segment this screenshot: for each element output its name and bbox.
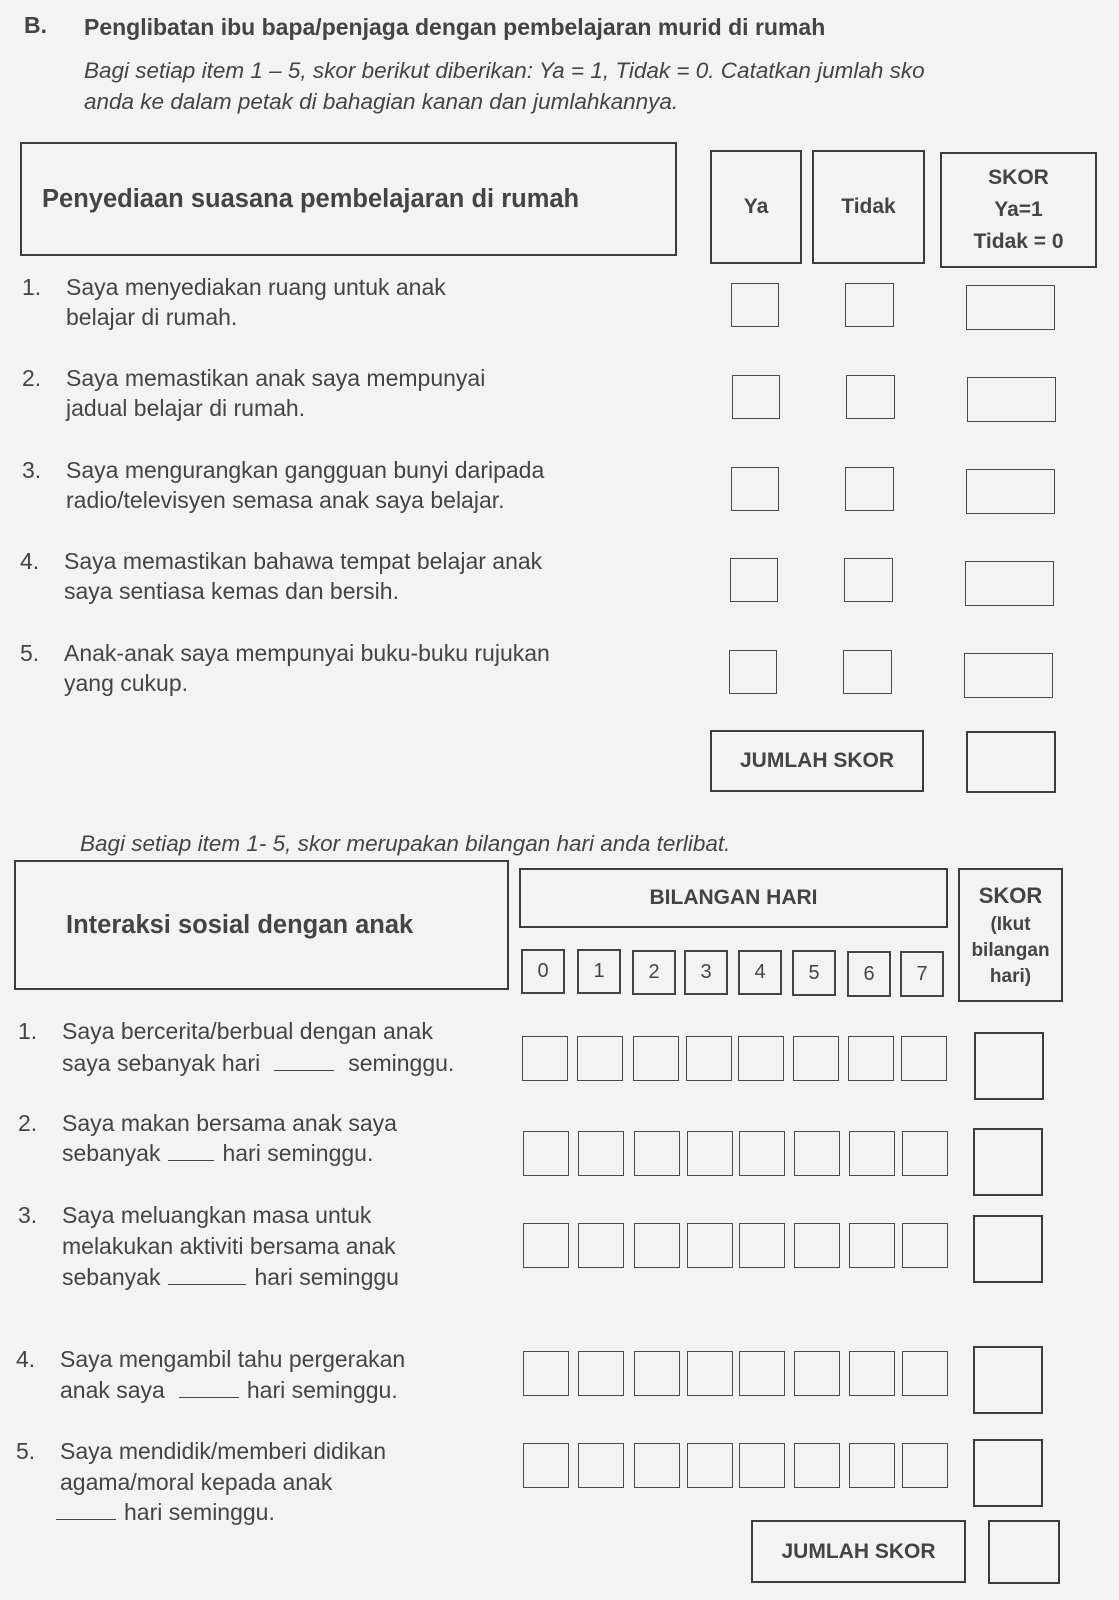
item-1-day-3-checkbox[interactable] bbox=[686, 1036, 732, 1081]
item-2-day-5-checkbox[interactable] bbox=[794, 1131, 840, 1176]
item-1-day-6-checkbox[interactable] bbox=[848, 1036, 894, 1081]
part1-item-1 bbox=[22, 272, 682, 336]
item-text: saya sebanyak hari bbox=[62, 1050, 261, 1076]
item-text: Saya mengurangkan gangguan bunyi daripada bbox=[66, 457, 545, 483]
day-label-2: 2 bbox=[632, 950, 676, 995]
item-text: Saya meluangkan masa untuk bbox=[62, 1202, 372, 1228]
item-number: 5. bbox=[20, 640, 40, 666]
item-3-day-3-checkbox[interactable] bbox=[687, 1223, 733, 1268]
item-text: seminggu. bbox=[348, 1050, 455, 1076]
item-1-tidak-checkbox[interactable] bbox=[845, 283, 894, 327]
section-title: Penglibatan ibu bapa/penjaga dengan pembelajaran murid di rumah bbox=[84, 14, 826, 40]
item-2-day-1-checkbox[interactable] bbox=[578, 1131, 624, 1176]
item-4-day-5-checkbox[interactable] bbox=[794, 1351, 840, 1396]
item-5-day-0-checkbox[interactable] bbox=[523, 1443, 569, 1488]
item-1-skor-field[interactable] bbox=[966, 285, 1055, 330]
part2-item-3-skor-field[interactable] bbox=[973, 1215, 1043, 1283]
item-3-tidak-checkbox[interactable] bbox=[845, 467, 894, 511]
item-1-day-0-checkbox[interactable] bbox=[522, 1036, 568, 1081]
section-instruction-line2: anda ke dalam petak di bahagian kanan dan jumlahkannya. bbox=[84, 89, 679, 114]
part1-total-field[interactable] bbox=[966, 731, 1056, 793]
col-tidak-header bbox=[812, 150, 925, 264]
col-ya-header bbox=[710, 150, 802, 264]
item-1-day-2-checkbox[interactable] bbox=[633, 1036, 679, 1081]
item-5-day-3-checkbox[interactable] bbox=[687, 1443, 733, 1488]
item-3-day-6-checkbox[interactable] bbox=[849, 1223, 895, 1268]
day-label-0: 0 bbox=[521, 949, 565, 994]
item-number: 2. bbox=[18, 1110, 38, 1136]
part2-skor-note-3: hari) bbox=[989, 966, 1032, 987]
col-skor-label: SKOR bbox=[988, 166, 1049, 189]
item-2-day-4-checkbox[interactable] bbox=[739, 1131, 785, 1176]
col-skor-ya-rule: Ya=1 bbox=[994, 198, 1043, 221]
answer-blank bbox=[179, 1375, 239, 1398]
item-text: radio/televisyen semasa anak saya belajar. bbox=[66, 487, 505, 513]
part1-total-label-box bbox=[710, 730, 924, 792]
part1-total-label: JUMLAH SKOR bbox=[739, 749, 894, 772]
item-2-day-0-checkbox[interactable] bbox=[523, 1131, 569, 1176]
item-number: 1. bbox=[22, 274, 42, 300]
item-3-day-0-checkbox[interactable] bbox=[523, 1223, 569, 1268]
part2-skor-note-2: bilangan bbox=[971, 940, 1050, 961]
item-text: hari seminggu bbox=[254, 1264, 399, 1290]
item-2-skor-field[interactable] bbox=[967, 377, 1056, 422]
item-4-day-3-checkbox[interactable] bbox=[687, 1351, 733, 1396]
item-text: Saya makan bersama anak saya bbox=[62, 1110, 397, 1136]
item-1-day-7-checkbox[interactable] bbox=[901, 1036, 947, 1081]
item-text: yang cukup. bbox=[64, 670, 189, 696]
item-1-ya-checkbox[interactable] bbox=[731, 283, 779, 327]
item-text: jadual belajar di rumah. bbox=[66, 395, 306, 421]
part2-item-2-skor-field[interactable] bbox=[973, 1128, 1043, 1196]
item-3-day-5-checkbox[interactable] bbox=[794, 1223, 840, 1268]
part2-item-2 bbox=[18, 1108, 518, 1172]
item-4-day-7-checkbox[interactable] bbox=[902, 1351, 948, 1396]
part2-skor-label: SKOR bbox=[978, 883, 1043, 908]
item-2-day-7-checkbox[interactable] bbox=[902, 1131, 948, 1176]
section-instruction-line1: Bagi setiap item 1 – 5, skor berikut diberikan: Ya = 1, Tidak = 0. Catatkan jumlah sko bbox=[84, 58, 925, 83]
days-header: BILANGAN HARI bbox=[649, 886, 818, 909]
part1-item-2 bbox=[22, 363, 682, 427]
item-text: sebanyak bbox=[62, 1264, 161, 1290]
item-2-day-3-checkbox[interactable] bbox=[687, 1131, 733, 1176]
part2-total-field[interactable] bbox=[988, 1520, 1060, 1584]
answer-blank bbox=[56, 1497, 116, 1520]
item-3-day-7-checkbox[interactable] bbox=[902, 1223, 948, 1268]
item-number: 5. bbox=[16, 1438, 36, 1464]
item-5-day-4-checkbox[interactable] bbox=[739, 1443, 785, 1488]
col-skor-header bbox=[940, 152, 1097, 268]
item-5-day-2-checkbox[interactable] bbox=[634, 1443, 680, 1488]
item-text: agama/moral kepada anak bbox=[60, 1469, 333, 1495]
item-number: 2. bbox=[22, 365, 42, 391]
part2-skor-note-1: (Ikut bbox=[990, 914, 1031, 935]
item-text: Saya menyediakan ruang untuk anak bbox=[66, 274, 446, 300]
item-2-ya-checkbox[interactable] bbox=[732, 375, 780, 419]
item-number: 3. bbox=[22, 457, 42, 483]
answer-blank bbox=[274, 1048, 334, 1071]
day-label-7: 7 bbox=[900, 951, 944, 997]
item-text: Saya mendidik/memberi didikan bbox=[60, 1438, 386, 1464]
part1-heading: Penyediaan suasana pembelajaran di rumah bbox=[42, 184, 580, 213]
day-label-5: 5 bbox=[792, 950, 836, 996]
item-3-day-2-checkbox[interactable] bbox=[634, 1223, 680, 1268]
answer-blank bbox=[168, 1138, 214, 1161]
item-4-ya-checkbox[interactable] bbox=[730, 558, 778, 602]
item-text: Anak-anak saya mempunyai buku-buku rujukan bbox=[64, 640, 550, 666]
day-label-6: 6 bbox=[847, 951, 891, 997]
item-4-day-4-checkbox[interactable] bbox=[739, 1351, 785, 1396]
item-1-day-5-checkbox[interactable] bbox=[793, 1036, 839, 1081]
item-1-day-4-checkbox[interactable] bbox=[738, 1036, 784, 1081]
part2-item-4 bbox=[16, 1344, 516, 1408]
days-header-box bbox=[519, 868, 948, 928]
part2-total-label-box bbox=[751, 1520, 966, 1583]
item-text: Saya mengambil tahu pergerakan bbox=[60, 1346, 406, 1372]
day-label-4: 4 bbox=[738, 950, 782, 995]
item-text: Saya memastikan bahawa tempat belajar anak bbox=[64, 548, 543, 574]
item-text: melakukan aktiviti bersama anak bbox=[62, 1233, 396, 1259]
part2-heading: Interaksi sosial dengan anak bbox=[66, 910, 414, 939]
col-ya-label: Ya bbox=[743, 195, 769, 218]
part2-instruction: Bagi setiap item 1- 5, skor merupakan bilangan hari anda terlibat. bbox=[80, 831, 731, 856]
item-text: hari seminggu. bbox=[246, 1377, 398, 1403]
item-5-tidak-checkbox[interactable] bbox=[843, 650, 892, 694]
part2-item-3 bbox=[18, 1200, 518, 1296]
item-text: saya sentiasa kemas dan bersih. bbox=[64, 578, 399, 604]
item-4-tidak-checkbox[interactable] bbox=[844, 558, 893, 602]
part1-item-5 bbox=[20, 638, 680, 702]
item-text: hari seminggu. bbox=[124, 1499, 275, 1525]
item-5-day-1-checkbox[interactable] bbox=[578, 1443, 624, 1488]
item-3-skor-field[interactable] bbox=[966, 469, 1055, 514]
item-number: 3. bbox=[18, 1202, 38, 1228]
part1-item-3 bbox=[22, 455, 682, 519]
part2-item-1-skor-field[interactable] bbox=[974, 1032, 1044, 1100]
item-3-ya-checkbox[interactable] bbox=[731, 467, 779, 511]
item-1-day-1-checkbox[interactable] bbox=[577, 1036, 623, 1081]
part2-item-5-skor-field[interactable] bbox=[973, 1439, 1043, 1507]
item-5-day-5-checkbox[interactable] bbox=[794, 1443, 840, 1488]
part2-heading-box bbox=[14, 860, 509, 990]
part2-item-4-skor-field[interactable] bbox=[973, 1346, 1043, 1414]
part1-heading-box bbox=[20, 142, 677, 256]
item-3-day-1-checkbox[interactable] bbox=[578, 1223, 624, 1268]
item-number: 1. bbox=[18, 1018, 38, 1044]
part2-total-label: JUMLAH SKOR bbox=[781, 1539, 936, 1563]
part2-item-1 bbox=[18, 1016, 518, 1080]
day-label-3: 3 bbox=[684, 950, 728, 995]
item-text: Saya memastikan anak saya mempunyai bbox=[66, 365, 486, 391]
part2-item-5 bbox=[16, 1436, 516, 1532]
item-text: sebanyak bbox=[62, 1140, 161, 1166]
item-5-ya-checkbox[interactable] bbox=[729, 650, 777, 694]
item-number: 4. bbox=[16, 1346, 36, 1372]
item-2-day-2-checkbox[interactable] bbox=[634, 1131, 680, 1176]
item-5-skor-field[interactable] bbox=[964, 653, 1053, 698]
item-text: hari seminggu. bbox=[222, 1140, 374, 1166]
item-4-skor-field[interactable] bbox=[965, 561, 1054, 606]
item-2-day-6-checkbox[interactable] bbox=[849, 1131, 895, 1176]
col-tidak-label: Tidak bbox=[841, 195, 896, 218]
item-4-day-2-checkbox[interactable] bbox=[634, 1351, 680, 1396]
item-3-day-4-checkbox[interactable] bbox=[739, 1223, 785, 1268]
part1-item-4 bbox=[20, 546, 680, 610]
day-label-1: 1 bbox=[577, 949, 621, 994]
item-text: belajar di rumah. bbox=[66, 304, 238, 330]
item-text: anak saya bbox=[60, 1377, 165, 1403]
item-4-day-6-checkbox[interactable] bbox=[849, 1351, 895, 1396]
item-4-day-1-checkbox[interactable] bbox=[578, 1351, 624, 1396]
item-text: Saya bercerita/berbual dengan anak bbox=[62, 1018, 433, 1044]
answer-blank bbox=[168, 1262, 246, 1285]
item-4-day-0-checkbox[interactable] bbox=[523, 1351, 569, 1396]
item-number: 4. bbox=[20, 548, 40, 574]
section-letter: B. bbox=[24, 12, 47, 38]
item-2-tidak-checkbox[interactable] bbox=[846, 375, 895, 419]
item-5-day-7-checkbox[interactable] bbox=[902, 1443, 948, 1488]
col-skor-tidak-rule: Tidak = 0 bbox=[973, 230, 1064, 253]
item-5-day-6-checkbox[interactable] bbox=[849, 1443, 895, 1488]
part2-skor-header bbox=[958, 868, 1063, 1002]
